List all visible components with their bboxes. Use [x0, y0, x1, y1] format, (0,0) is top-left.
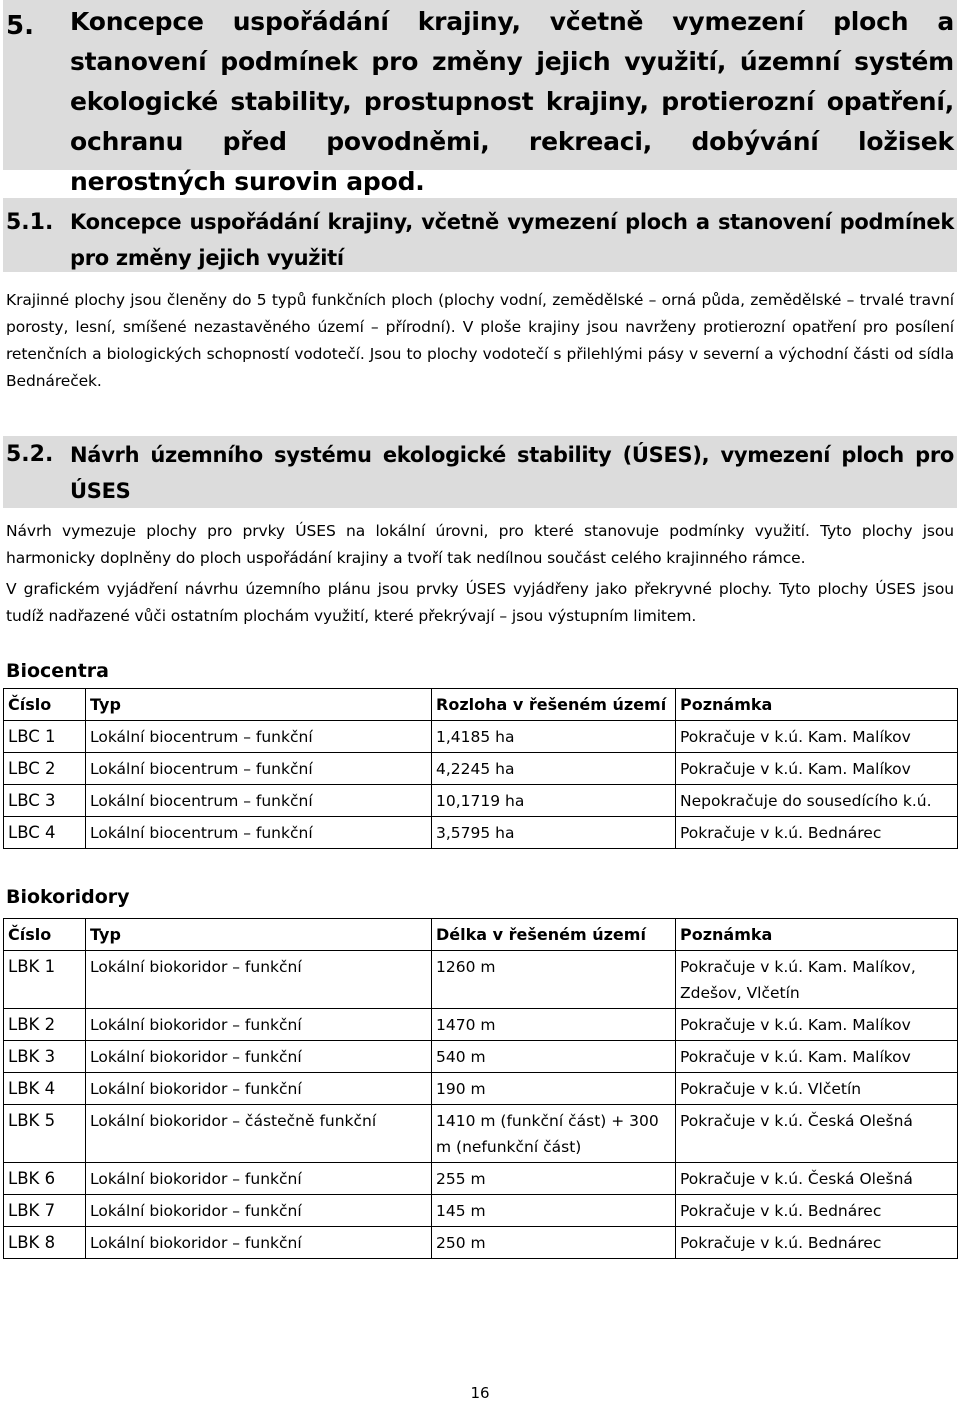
cell-type: Lokální biocentrum – funkční: [86, 753, 432, 785]
biocentra-table: [3, 688, 958, 849]
header-typ: Typ: [86, 689, 432, 721]
table-header-row: [4, 919, 958, 951]
header-delka: Délka v řešeném území: [432, 919, 676, 951]
header-poznamka: Poznámka: [676, 689, 958, 721]
section-5-1-paragraph: Krajinné plochy jsou členěny do 5 typů funkčních ploch (plochy vodní, zemědělské – orná půda, zemědělské – trvalé travní porosty, lesní, smíšené nezastavěného území – přírodní). V ploše krajiny jsou navrženy protierozní opatření pro posílení retenčních a biologických schopností vodotečí. Jsou to plochy vodotečí s přilehlými pásy v severní a východní části od sídla Bednáreček.: [6, 291, 954, 390]
biokoridory-label: Biokoridory: [6, 886, 130, 908]
cell-area: 3,5795 ha: [432, 817, 676, 849]
biokoridory-table: [3, 918, 958, 1259]
table-row: [4, 785, 958, 817]
table-row: [4, 1195, 958, 1227]
table-header-row: [4, 689, 958, 721]
cell-type: Lokální biokoridor – funkční: [86, 1009, 432, 1041]
cell-type: Lokální biocentrum – funkční: [86, 817, 432, 849]
cell-id: LBK 8: [4, 1227, 86, 1259]
cell-type: Lokální biokoridor – funkční: [86, 1195, 432, 1227]
chapter-title: Koncepce uspořádání krajiny, včetně vymezení ploch a stanovení podmínek pro změny jejich využití, územní systém ekologické stability, prostupnost krajiny, protierozní opatření, ochranu před povodněmi, rekreaci, dobývání ložisek nerostných surovin apod.: [70, 7, 954, 196]
cell-note: Pokračuje v k.ú. Kam. Malíkov: [676, 753, 958, 785]
section-5-2-title: Návrh územního systému ekologické stability (ÚSES), vymezení ploch pro ÚSES: [70, 443, 954, 503]
table-row: [4, 1227, 958, 1259]
cell-note: Pokračuje v k.ú. Vlčetín: [676, 1073, 958, 1105]
cell-id: LBK 3: [4, 1041, 86, 1073]
cell-id: LBC 2: [4, 753, 86, 785]
cell-id: LBK 7: [4, 1195, 86, 1227]
cell-length: 1410 m (funkční část) + 300 m (nefunkční část): [432, 1105, 676, 1163]
cell-type: Lokální biokoridor – funkční: [86, 1163, 432, 1195]
section-5-1-title: Koncepce uspořádání krajiny, včetně vymezení ploch a stanovení podmínek pro změny jejich využití: [70, 210, 954, 270]
cell-length: 250 m: [432, 1227, 676, 1259]
cell-id: LBK 4: [4, 1073, 86, 1105]
chapter-number: 5.: [6, 11, 34, 41]
cell-area: 1,4185 ha: [432, 721, 676, 753]
table-row: [4, 1073, 958, 1105]
page-number: 16: [470, 1384, 490, 1402]
section-5-2-paragraph-2: V grafickém vyjádření návrhu územního plánu jsou prvky ÚSES vyjádřeny jako překryvné plochy. Tyto plochy ÚSES jsou tudíž nadřazené vůči ostatním plochám využití, které překrývají – jsou výstupním limitem.: [6, 580, 954, 625]
biocentra-label: Biocentra: [6, 660, 109, 682]
cell-note: Pokračuje v k.ú. Bednárec: [676, 817, 958, 849]
cell-id: LBC 3: [4, 785, 86, 817]
cell-note: Pokračuje v k.ú. Bednárec: [676, 1195, 958, 1227]
cell-note: Pokračuje v k.ú. Bednárec: [676, 1227, 958, 1259]
header-poznamka: Poznámka: [676, 919, 958, 951]
cell-id: LBK 6: [4, 1163, 86, 1195]
cell-length: 145 m: [432, 1195, 676, 1227]
cell-length: 255 m: [432, 1163, 676, 1195]
header-cislo: Číslo: [4, 689, 86, 721]
cell-note: Pokračuje v k.ú. Česká Olešná: [676, 1163, 958, 1195]
cell-note: Pokračuje v k.ú. Kam. Malíkov: [676, 1009, 958, 1041]
cell-length: 1470 m: [432, 1009, 676, 1041]
cell-area: 10,1719 ha: [432, 785, 676, 817]
cell-type: Lokální biokoridor – částečně funkční: [86, 1105, 432, 1163]
cell-id: LBC 4: [4, 817, 86, 849]
section-5-2-paragraph-1: Návrh vymezuje plochy pro prvky ÚSES na lokální úrovni, pro které stanovuje podmínky využití. Tyto plochy jsou harmonicky doplněny do ploch uspořádání krajiny a tvoří tak nedílnou součást celého krajinného rámce.: [6, 522, 954, 567]
cell-type: Lokální biokoridor – funkční: [86, 951, 432, 1009]
cell-id: LBC 1: [4, 721, 86, 753]
table-row: [4, 817, 958, 849]
table-row: [4, 1163, 958, 1195]
cell-length: 1260 m: [432, 951, 676, 1009]
table-row: [4, 1041, 958, 1073]
cell-type: Lokální biocentrum – funkční: [86, 721, 432, 753]
cell-type: Lokální biokoridor – funkční: [86, 1073, 432, 1105]
cell-note: Pokračuje v k.ú. Kam. Malíkov: [676, 1041, 958, 1073]
section-5-1-number: 5.1.: [6, 210, 54, 235]
cell-area: 4,2245 ha: [432, 753, 676, 785]
table-row: [4, 753, 958, 785]
table-row: [4, 721, 958, 753]
table-row: [4, 951, 958, 1009]
cell-id: LBK 1: [4, 951, 86, 1009]
header-typ: Typ: [86, 919, 432, 951]
cell-id: LBK 5: [4, 1105, 86, 1163]
section-5-2-number: 5.2.: [6, 442, 54, 467]
table-row: [4, 1009, 958, 1041]
cell-note: Pokračuje v k.ú. Kam. Malíkov, Zdešov, Vlčetín: [676, 951, 958, 1009]
cell-length: 540 m: [432, 1041, 676, 1073]
cell-note: Pokračuje v k.ú. Česká Olešná: [676, 1105, 958, 1163]
cell-note: Nepokračuje do sousedícího k.ú.: [676, 785, 958, 817]
cell-length: 190 m: [432, 1073, 676, 1105]
cell-type: Lokální biokoridor – funkční: [86, 1227, 432, 1259]
header-cislo: Číslo: [4, 919, 86, 951]
cell-type: Lokální biocentrum – funkční: [86, 785, 432, 817]
cell-note: Pokračuje v k.ú. Kam. Malíkov: [676, 721, 958, 753]
header-rozloha: Rozloha v řešeném území: [432, 689, 676, 721]
cell-type: Lokální biokoridor – funkční: [86, 1041, 432, 1073]
table-row: [4, 1105, 958, 1163]
cell-id: LBK 2: [4, 1009, 86, 1041]
